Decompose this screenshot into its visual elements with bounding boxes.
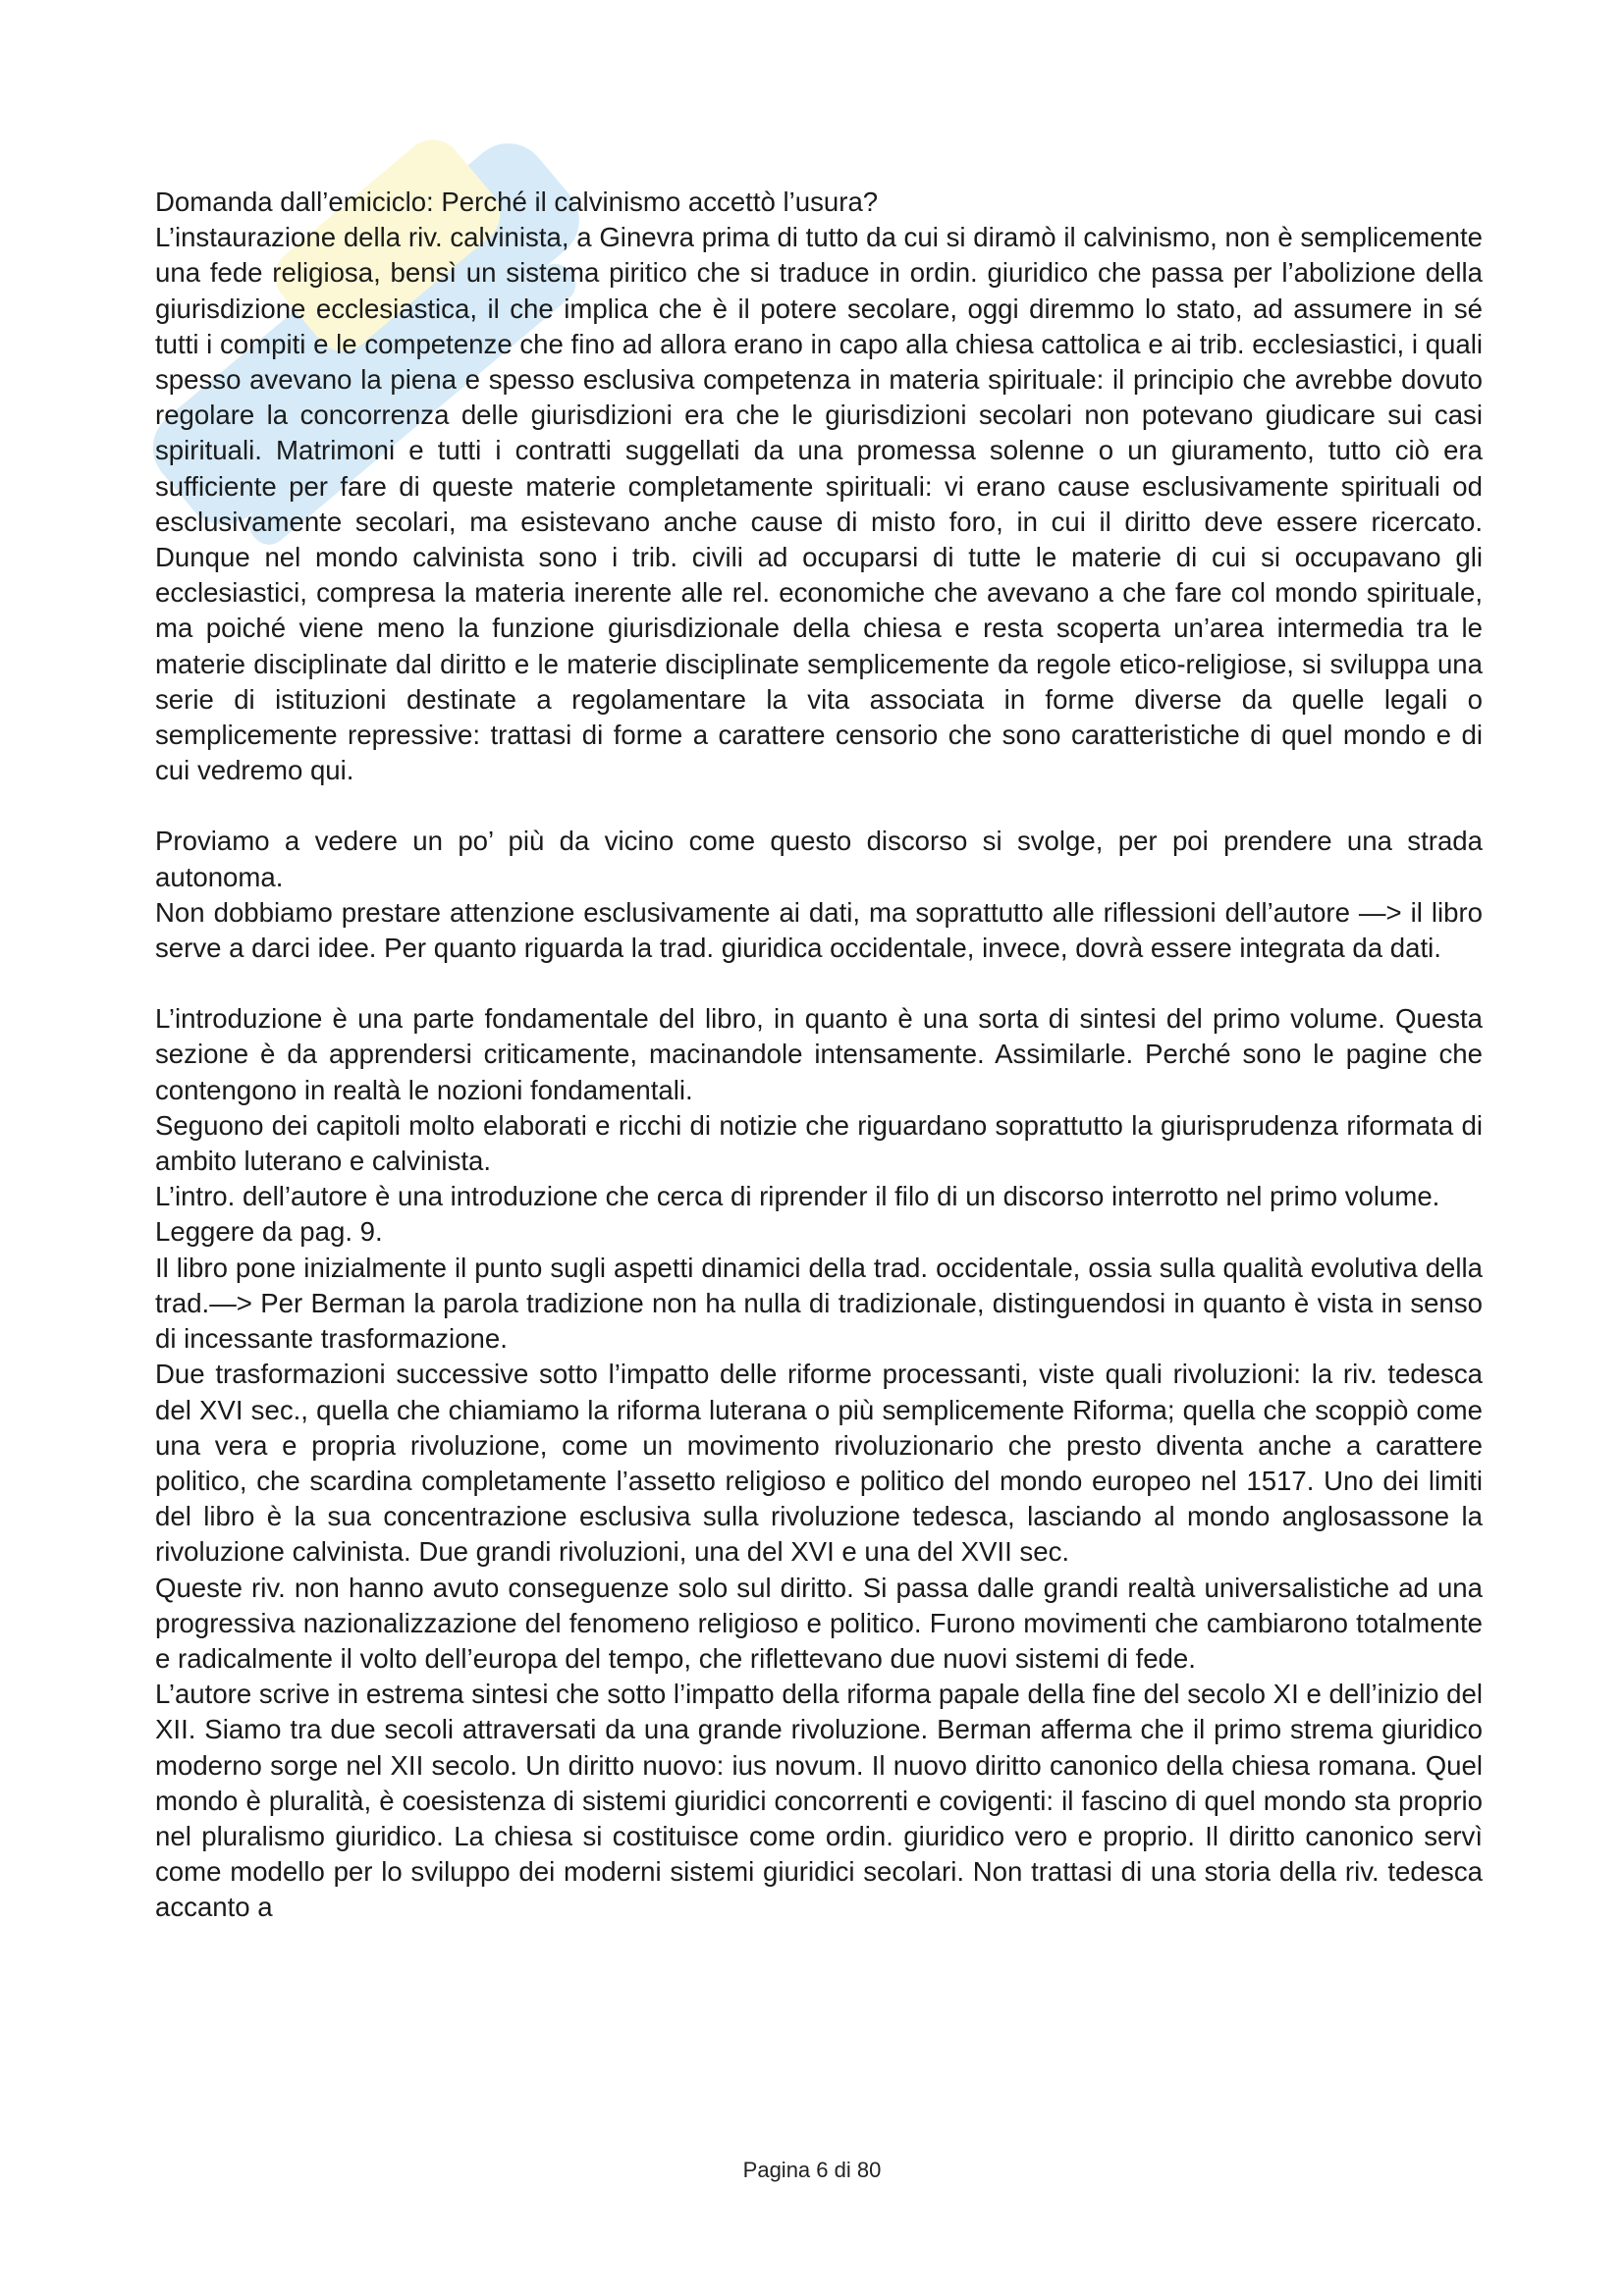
paragraph: L’introduzione è una parte fondamentale del libro, in quanto è una sorta di sintesi del primo volume. Questa sezione è da apprendersi criticamente, macinandole intensamente. Assimilarle. Perché sono le pagine che contengono in realtà le nozioni fondamentali. [155,1003,1483,1105]
paragraph: Due trasformazioni successive sotto l’impatto delle riforme processanti, viste quali rivoluzioni: la riv. tedesca del XVI sec., quella che chiamiamo la riforma luterana o più semplicemente Riforma; quella che scoppiò come una vera e propria rivoluzione, come un movimento rivoluzionario che presto diventa anche a carattere politico, che scardina completamente l’assetto religioso e politico del mondo europeo nel 1517. Uno dei limiti del libro è la sua concentrazione esclusiva sulla rivoluzione tedesca, lasciando al mondo anglosassone la rivoluzione calvinista. Due grandi rivoluzioni, una del XVI e una del XVII sec. [155,1359,1483,1568]
paragraph: Seguono dei capitoli molto elaborati e ricchi di notizie che riguardano soprattutto la giurisprudenza riformata di ambito luterano e calvinista. [155,1109,1483,1177]
question-line: Domanda dall’emiciclo: Perché il calvinismo accettò l’usura? [155,187,879,217]
paragraph: L’instaurazione della riv. calvinista, a Ginevra prima di tutto da cui si diramò il calvinismo, non è semplicemente una fede religiosa, bensì un sistema piritico che si traduce in ordin. giuridico che passa per l’abolizione della giurisdizione ecclesiastica, il che implica che è il potere secolare, oggi diremmo lo stato, ad assumere in sé tutti i compiti e le competenze che fino ad allora erano in capo alla chiesa cattolica e ai trib. ecclesiastici, i quali spesso avevano la piena e spesso esclusiva competenza in materia spirituale: il principio che avrebbe dovuto regolare la concorrenza delle giurisdizioni era che le giurisdizioni secolari non potevano giudicare sui casi spirituali. Matrimoni e tutti i contratti suggellati da una promessa solenne o un giuramento, tutto ciò era sufficiente per fare di queste materie completamente spirituali: vi erano cause esclusivamente spirituali od esclusivamente secolari, ma esistevano anche cause di misto foro, in cui il diritto deve essere ricercato. Dunque nel mondo calvinista sono i trib. civili ad occuparsi di tutte le materie di cui si occupavano gli ecclesiastici, compresa la materia inerente alle rel. economiche che avevano a che fare col mondo spirituale, ma poiché viene meno la funzione giurisdizionale della chiesa e resta scoperta un’area intermedia tra le materie disciplinate dal diritto e le materie disciplinate semplicemente da regole etico-religiose, si sviluppa una serie di istituzioni destinate a regolamentare la vita associata in forme diverse da quelle legali o semplicemente repressive: trattasi di forme a carattere censorio che sono caratteristiche di quel mondo e di cui vedremo qui. [155,222,1483,786]
paragraph: L’autore scrive in estrema sintesi che sotto l’impatto della riforma papale della fine del secolo XI e dell’inizio del XII. Siamo tra due secoli attraversati da una grande rivoluzione. Berman afferma che il primo strema giuridico moderno sorge nel XII secolo. Un diritto nuovo: ius novum. Il nuovo diritto canonico della chiesa romana. Quel mondo è pluralità, è coesistenza di sistemi giuridici concorrenti e covigenti: il fascino di quel mondo sta proprio nel pluralismo giuridico. La chiesa si costituisce come ordin. giuridico vero e proprio. Il diritto canonico servì come modello per lo sviluppo dei moderni sistemi giuridici secolari. Non trattasi di una storia della riv. tedesca accanto a [155,1679,1483,1923]
paragraph-gap [155,788,1483,824]
paragraph-gap [155,966,1483,1001]
document-body [155,185,1483,1926]
paragraph: Leggere da pag. 9. [155,1216,383,1248]
paragraph: Queste riv. non hanno avuto conseguenze solo sul diritto. Si passa dalle grandi realtà universalistiche ad una progressiva nazionalizzazione del fenomeno religioso e politico. Furono movimenti che cambiarono totalmente e radicalmente il volto dell’europa del tempo, che riflettevano due nuovi sistemi di fede. [155,1572,1483,1674]
paragraph: Non dobbiamo prestare attenzione esclusivamente ai dati, ma soprattutto alle riflessioni dell’autore —> il libro serve a darci idee. Per quanto riguarda la trad. giuridica occidentale, invece, dovrà essere integrata da dati. [155,896,1483,964]
paragraph: Il libro pone inizialmente il punto sugli aspetti dinamici della trad. occidentale, ossia sulla qualità evolutiva della trad.—> Per Berman la parola tradizione non ha nulla di tradizionale, distinguendosi in quanto è vista in senso di incessante trasformazione. [155,1252,1483,1355]
paragraph: L’intro. dell’autore è una introduzione che cerca di riprender il filo di un discorso interrotto nel primo volume. [155,1181,1440,1212]
paragraph: Proviamo a vedere un po’ più da vicino come questo discorso si svolge, per poi prendere una strada autonoma. [155,826,1483,892]
page-number: Pagina 6 di 80 [742,2158,882,2182]
